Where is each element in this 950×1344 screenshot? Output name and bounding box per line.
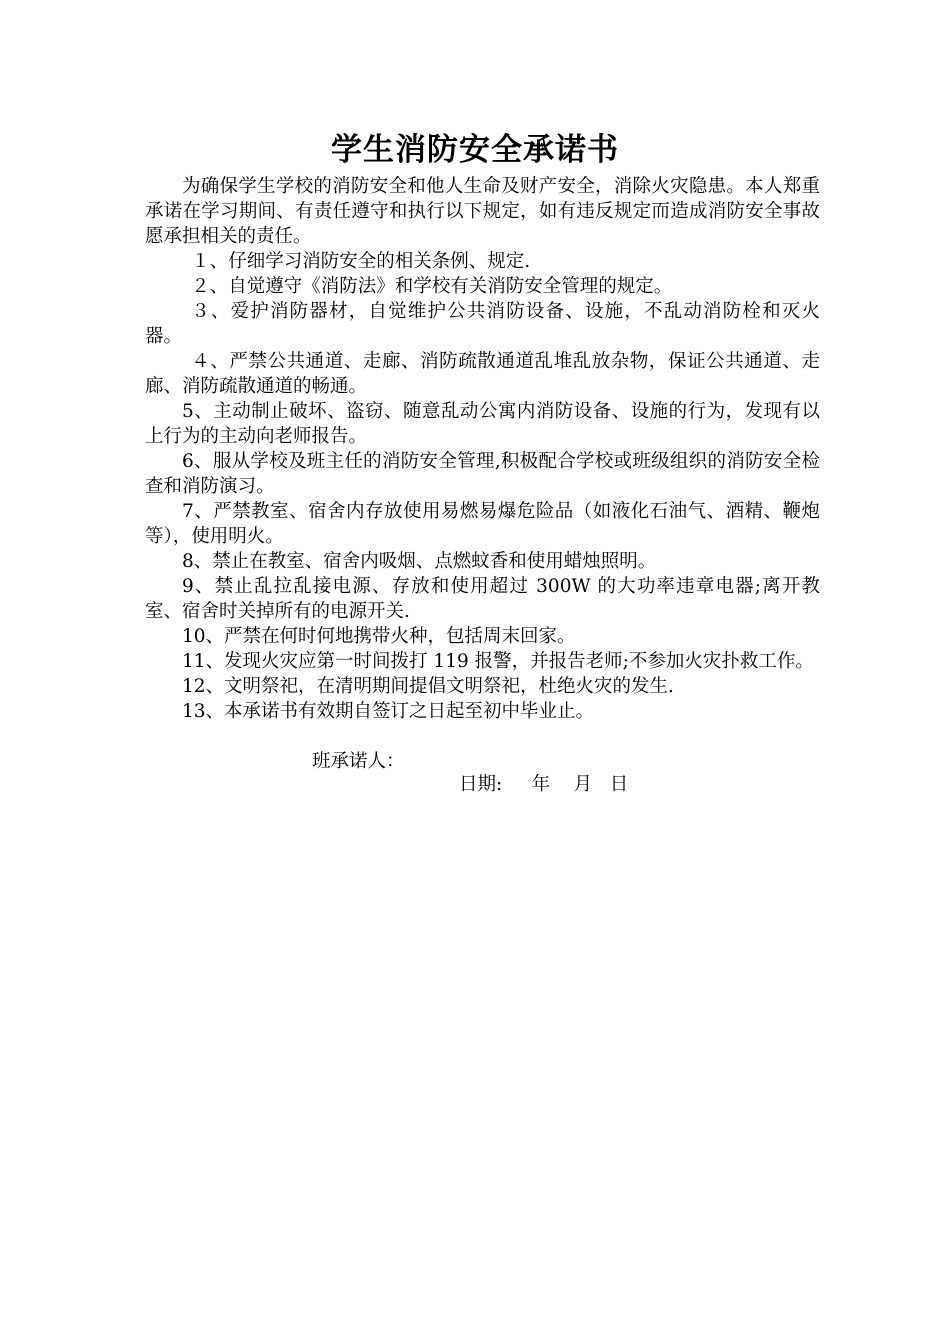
document-body (145, 174, 820, 724)
list-item: 11、发现火灾应第一时间拨打 119 报警，并报告老师;不参加火灾扑救工作。 (182, 651, 814, 672)
list-item: １、仔细学习消防安全的相关条例、规定. (191, 251, 531, 272)
intro-paragraph: 为确保学生学校的消防安全和他人生命及财产安全，消除火灾隐患。本人郑重承诺在学习期间、有责任遵守和执行以下规定，如有违反规定而造成消防安全事故愿承担相关的责任。 (145, 176, 820, 247)
list-item: ２、自觉遵守《消防法》和学校有关消防安全管理的规定。 (191, 276, 673, 297)
list-item: 6、服从学校及班主任的消防安全管理,积极配合学校或班级组织的消防安全检查和消防演习。 (145, 451, 820, 497)
list-item: 8、禁止在教室、宿舍内吸烟、点燃蚊香和使用蜡烛照明。 (182, 551, 657, 572)
list-item: ３、爱护消防器材，自觉维护公共消防设备、设施，不乱动消防栓和灭火器。 (145, 301, 820, 347)
list-item: 9、禁止乱拉乱接电源、存放和使用超过 300W 的大功率违章电器;离开教室、宿舍时关掉所有的电源开关. (145, 576, 820, 622)
list-item: 10、严禁在何时何地携带火种，包括周末回家。 (182, 626, 576, 647)
list-item: ４、严禁公共通道、走廊、消防疏散通道乱堆乱放杂物，保证公共通道、走廊、消防疏散通道的畅通。 (145, 351, 820, 397)
list-item: 5、主动制止破坏、盗窃、随意乱动公寓内消防设备、设施的行为，发现有以上行为的主动向老师报告。 (145, 401, 820, 447)
document-title: 学生消防安全承诺书 (331, 132, 619, 168)
list-item: 7、严禁教室、宿舍内存放使用易燃易爆危险品（如液化石油气、酒精、鞭炮等），使用明火。 (145, 501, 820, 547)
list-item: 13、本承诺书有效期自签订之日起至初中毕业止。 (182, 701, 595, 722)
date-label: 日期: 年 月 日 (459, 774, 629, 795)
signature-label: 班承诺人： (312, 751, 405, 772)
list-item: 12、文明祭祀，在清明期间提倡文明祭祀，杜绝火灾的发生. (182, 676, 674, 697)
